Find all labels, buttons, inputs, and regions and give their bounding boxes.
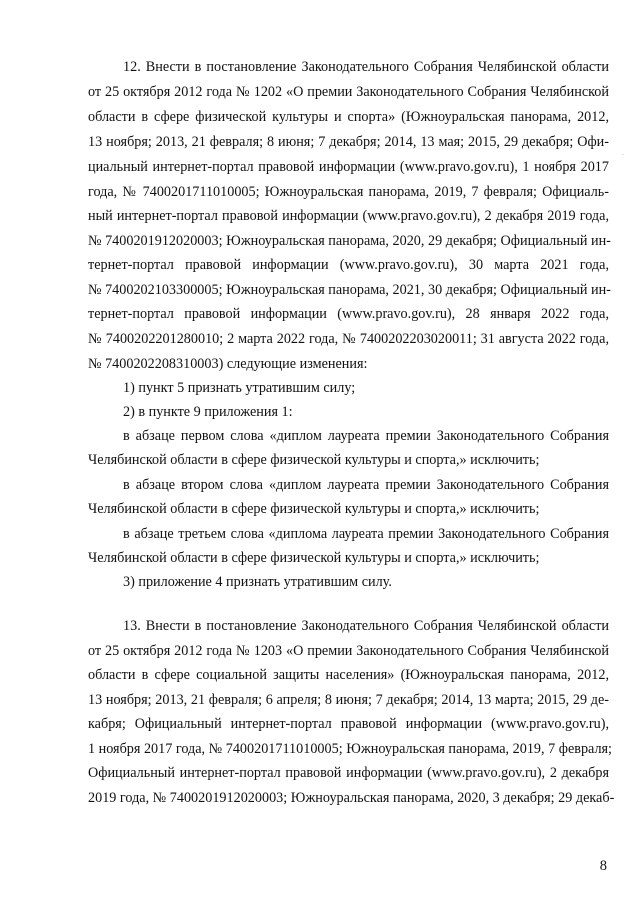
section-13-line: 1 ноября 2017 года, № 7400201711010005; Южноуральская панорама, 2019, 7 февраля;: [88, 741, 613, 757]
section-12-subitem: Челябинской области в сфере физической культуры и спорта,» исключить;: [88, 501, 540, 517]
section-12-line: 12. Внести в постановление Законодательного Собрания Челябинской области: [123, 59, 609, 75]
margin-mark: .: [622, 149, 624, 157]
page-number: 8: [599, 858, 607, 874]
section-12-line: от 25 октября 2012 года № 1202 «О премии Законодательного Собрания Челябинской: [88, 84, 609, 100]
section-13-line: кабря; Официальный интернет-портал правовой информации (www.pravo.gov.ru),: [88, 716, 609, 732]
section-13-line: от 25 октября 2012 года № 1203 «О премии Законодательного Собрания Челябинской: [88, 643, 609, 659]
section-12-line: № 7400202201280010; 2 марта 2022 года, № 7400202203020011; 31 августа 2022 года,: [88, 331, 609, 347]
section-12-line: ный интернет-портал правовой информации (www.pravo.gov.ru), 2 декабря 2019 года,: [88, 208, 609, 224]
section-13-line: 2019 года, № 7400201912020003; Южноуральская панорама, 2020, 3 декабря; 29 декаб-: [88, 790, 615, 806]
section-12-subitem: Челябинской области в сфере физической культуры и спорта,» исключить;: [88, 452, 540, 468]
section-12-subitem: в абзаце третьем слова «диплома лауреата премии Законодательного Собрания: [123, 526, 609, 542]
section-12-line: № 7400202103300005; Южноуральская панорама, 2021, 30 декабря; Официальный ин-: [88, 282, 611, 298]
section-12-subitem: Челябинской области в сфере физической культуры и спорта,» исключить;: [88, 550, 540, 566]
section-12-line: циальный интернет-портал правовой информации (www.pravo.gov.ru), 1 ноября 2017: [88, 159, 609, 175]
section-12-line: № 7400201912020003; Южноуральская панорама, 2020, 29 декабря; Официальный ин-: [88, 233, 611, 249]
section-12-line: тернет-портал правовой информации (www.pravo.gov.ru), 30 марта 2021 года,: [88, 257, 609, 273]
section-12-item: 1) пункт 5 признать утратившим силу;: [123, 380, 356, 396]
section-12-final-item: 3) приложение 4 признать утратившим силу.: [123, 574, 392, 590]
section-12-line: 13 ноября; 2013, 21 февраля; 8 июня; 7 декабря; 2014, 13 мая; 2015, 29 декабря; Офи-: [88, 134, 609, 150]
section-12-line: тернет-портал правовой информации (www.pravo.gov.ru), 28 января 2022 года,: [88, 306, 609, 322]
section-12-line: года, № 7400201711010005; Южноуральская панорама, 2019, 7 февраля; Официаль-: [88, 184, 609, 200]
section-13-line: Официальный интернет-портал правовой информации (www.pravo.gov.ru), 2 декабря: [88, 765, 609, 781]
section-13-line: области в сфере социальной защиты населения» (Южноуральская панорама, 2012,: [88, 667, 609, 683]
section-13-line: 13. Внести в постановление Законодательного Собрания Челябинской области: [123, 618, 609, 634]
section-12-subitem: в абзаце втором слова «диплом лауреата премии Законодательного Собрания: [123, 477, 609, 493]
section-12-item: 2) в пункте 9 приложения 1:: [123, 404, 293, 420]
section-12-line: № 7400202208310003) следующие изменения:: [88, 356, 368, 372]
section-13-line: 13 ноября; 2013, 21 февраля; 6 апреля; 8 июня; 7 декабря; 2014, 13 марта; 2015, 29 де-: [88, 692, 609, 708]
section-12-subitem: в абзаце первом слова «диплом лауреата премии Законодательного Собрания: [123, 428, 609, 444]
section-12-line: области в сфере физической культуры и спорта» (Южноуральская панорама, 2012,: [88, 109, 609, 125]
